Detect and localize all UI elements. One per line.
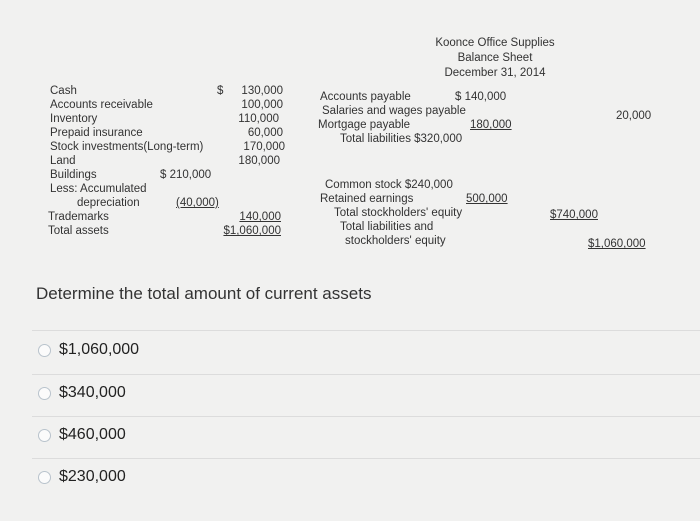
accounts-receivable-label: Accounts receivable <box>50 99 153 111</box>
sheet-date: December 31, 2014 <box>444 67 546 79</box>
answer-option-3[interactable] <box>38 426 126 444</box>
mortgage-payable-value: 180,000 <box>470 119 512 131</box>
accounts-payable-label: Accounts payable <box>320 91 411 103</box>
radio-button-icon[interactable] <box>38 344 51 357</box>
trademarks-label: Trademarks <box>48 211 109 223</box>
prepaid-insurance-label: Prepaid insurance <box>50 127 143 139</box>
total-liabilities-label: Total liabilities $320,000 <box>340 133 463 145</box>
retained-earnings-label: Retained earnings <box>320 193 414 205</box>
salaries-wages-value: 20,000 <box>616 110 652 122</box>
buildings-value: $ 210,000 <box>160 169 212 181</box>
answer-option-4[interactable] <box>38 468 126 486</box>
company-name: Koonce Office Supplies <box>435 37 555 49</box>
total-stockholders-equity-value: $740,000 <box>550 209 598 221</box>
total-stockholders-equity-label: Total stockholders' equity <box>334 207 463 219</box>
divider <box>32 330 700 331</box>
inventory-label: Inventory <box>50 113 98 125</box>
cash-value: 130,000 <box>241 85 283 97</box>
salaries-wages-label: Salaries and wages payable <box>322 105 466 117</box>
answer-option-1[interactable] <box>38 341 139 359</box>
answer-option-label: $1,060,000 <box>59 341 140 358</box>
inventory-value: 110,000 <box>238 113 279 125</box>
answer-option-label: $340,000 <box>59 384 126 401</box>
trademarks-value: 140,000 <box>239 211 281 223</box>
divider <box>32 374 700 375</box>
common-stock-label: Common stock $240,000 <box>325 179 453 191</box>
radio-button-icon[interactable] <box>38 471 51 484</box>
total-assets-value: $1,060,000 <box>223 225 281 237</box>
question-text: Determine the total amount of current assets <box>36 284 372 303</box>
buildings-label: Buildings <box>50 169 97 181</box>
cash-label: Cash <box>50 85 77 97</box>
radio-button-icon[interactable] <box>38 429 51 442</box>
answer-option-2[interactable] <box>38 384 126 402</box>
accounts-receivable-value: 100,000 <box>241 99 283 111</box>
mortgage-payable-label: Mortgage payable <box>318 119 411 131</box>
depreciation-value: (40,000) <box>176 197 219 209</box>
total-liabilities-equity-label-1: Total liabilities and <box>340 221 434 233</box>
accounts-payable-value: $ 140,000 <box>455 91 507 103</box>
land-label: Land <box>50 155 76 167</box>
divider <box>32 458 700 459</box>
balance-sheet-header <box>400 36 590 81</box>
answer-option-label: $230,000 <box>59 468 126 485</box>
total-assets-label: Total assets <box>48 225 109 237</box>
total-liabilities-equity-value: $1,060,000 <box>588 238 646 250</box>
less-accumulated-label: Less: Accumulated <box>50 183 147 195</box>
depreciation-label: depreciation <box>77 197 140 209</box>
divider <box>32 416 700 417</box>
land-value: 180,000 <box>238 155 280 167</box>
prepaid-insurance-value: 60,000 <box>247 127 283 139</box>
radio-button-icon[interactable] <box>38 387 51 400</box>
sheet-title: Balance Sheet <box>457 52 533 64</box>
retained-earnings-value: 500,000 <box>466 193 508 205</box>
total-liabilities-equity-label-2: stockholders' equity <box>345 235 446 247</box>
stock-investments-value: 170,000 <box>243 141 285 153</box>
dollar-sign: $ <box>217 85 224 97</box>
stock-investments-label: Stock investments(Long-term) <box>50 141 204 153</box>
answer-option-label: $460,000 <box>59 426 126 443</box>
